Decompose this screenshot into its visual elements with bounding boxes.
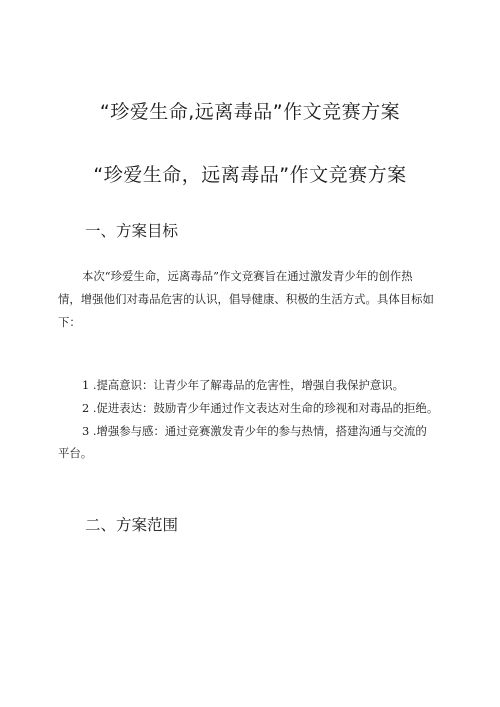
- list-item-line: 平台。: [58, 446, 93, 461]
- list-item: [58, 397, 458, 420]
- objectives-intro-paragraph: [58, 265, 458, 333]
- section-heading-scope: 二、方案范围: [85, 516, 179, 534]
- paragraph-line: 下：: [58, 314, 81, 329]
- list-item: [58, 374, 458, 397]
- paragraph-line: 情，增强他们对毒品危害的认识，倡导健康、积极的生活方式。具体目标如: [58, 291, 434, 306]
- list-item-line: 2 .促进表达：鼓励青少年通过作文表达对生命的珍视和对毒品的拒绝。: [82, 400, 439, 415]
- list-item-line: 1 .提高意识：让青少年了解毒品的危害性，增强自我保护意识。: [82, 378, 405, 392]
- paragraph-line: 本次“珍爱生命，远离毒品”作文竞赛旨在通过激发青少年的创作热: [82, 269, 413, 283]
- objectives-list: [58, 374, 458, 465]
- list-item: [58, 420, 458, 466]
- document-subtitle: “珍爱生命，远离毒品”作文竞赛方案: [93, 164, 407, 186]
- document-title: “珍爱生命,远离毒品”作文竞赛方案: [99, 101, 401, 123]
- list-item-line: 3 .增强参与感：通过竞赛激发青少年的参与热情，搭建沟通与交流的: [82, 423, 427, 438]
- section-heading-objectives: 一、方案目标: [85, 222, 179, 240]
